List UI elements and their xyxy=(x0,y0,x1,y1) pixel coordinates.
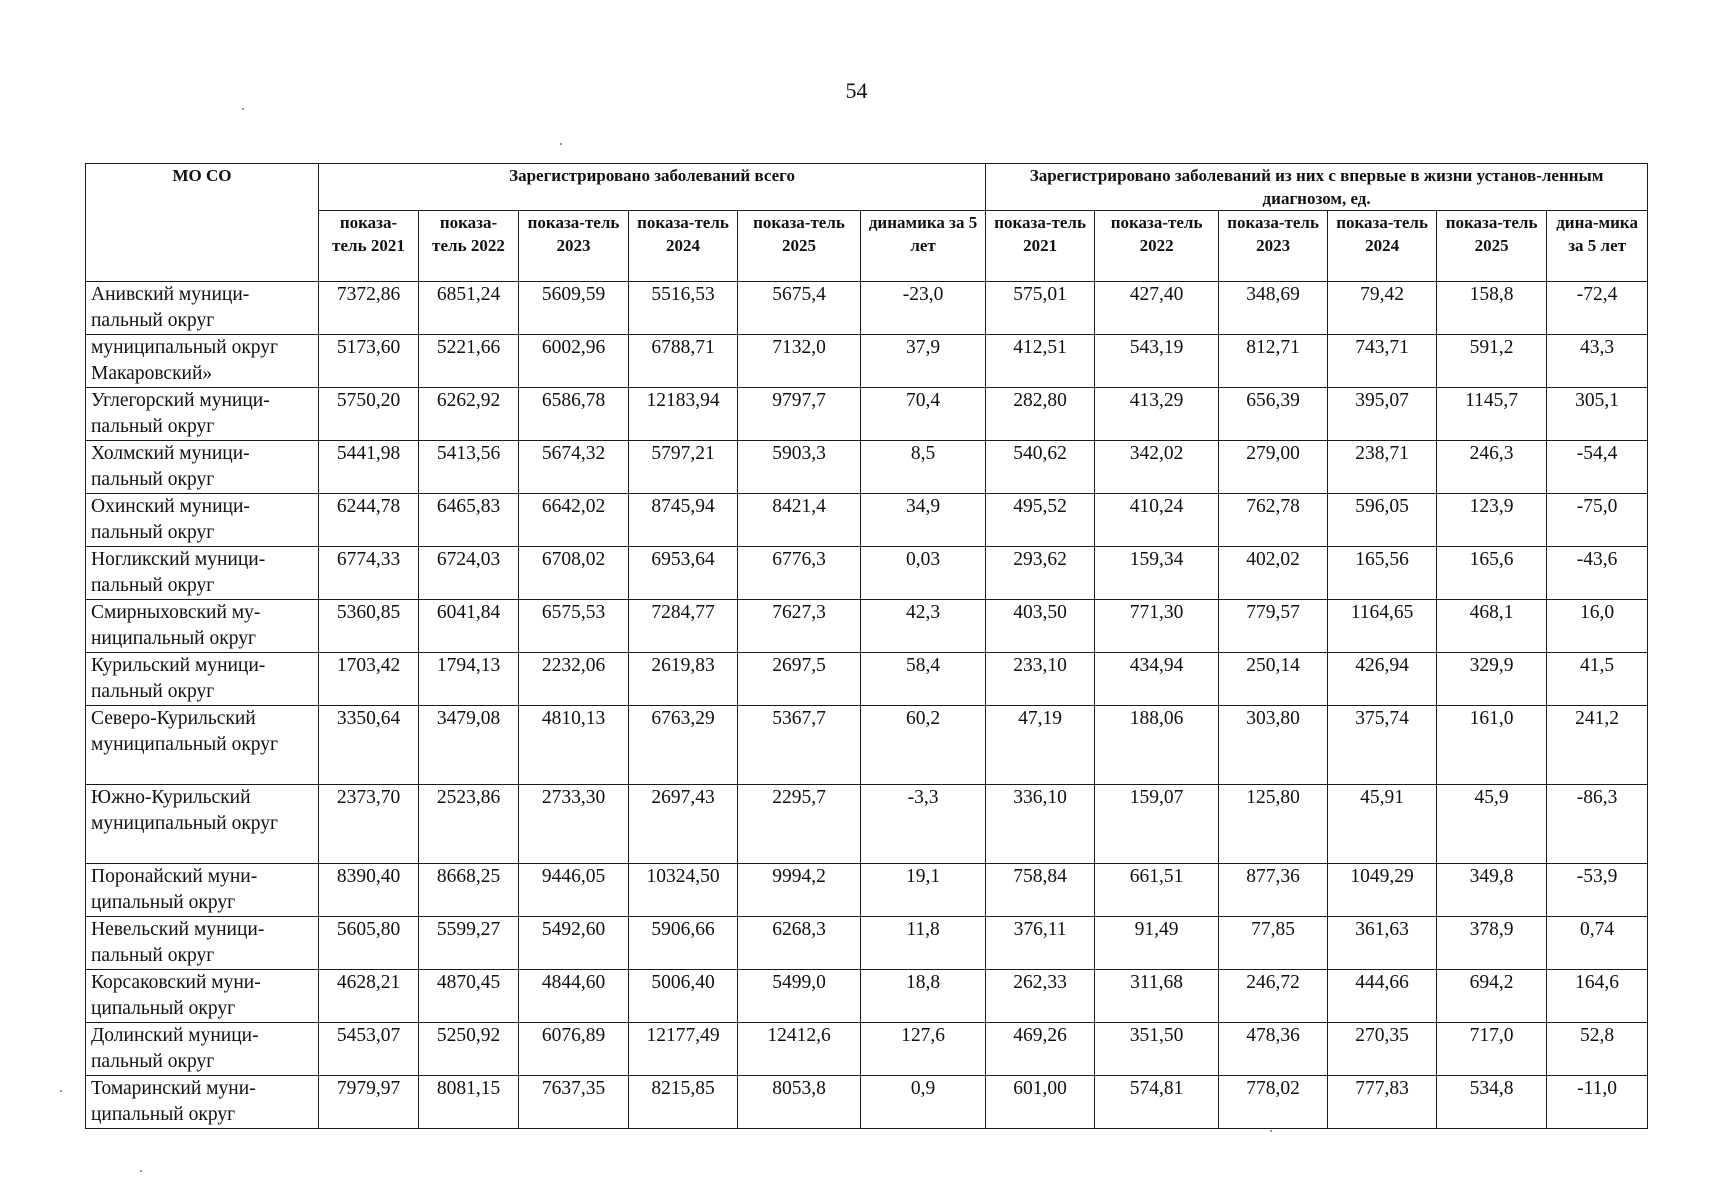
table-row xyxy=(86,706,1648,785)
value-cell: 2697,43 xyxy=(629,785,738,864)
header-new-dynamics: дина-мика за 5 лет xyxy=(1547,211,1648,282)
table-row xyxy=(86,1023,1648,1076)
value-cell: 351,50 xyxy=(1095,1023,1219,1076)
value-cell: 9797,7 xyxy=(738,388,861,441)
value-cell: 762,78 xyxy=(1219,494,1328,547)
value-cell: 468,1 xyxy=(1437,600,1547,653)
scan-speck xyxy=(242,108,244,110)
value-cell: 1145,7 xyxy=(1437,388,1547,441)
value-cell: 12183,94 xyxy=(629,388,738,441)
value-cell: 5605,80 xyxy=(319,917,419,970)
value-cell: 540,62 xyxy=(986,441,1095,494)
value-cell: 1794,13 xyxy=(419,653,519,706)
table-row xyxy=(86,388,1648,441)
value-cell: 6002,96 xyxy=(519,335,629,388)
value-cell: 661,51 xyxy=(1095,864,1219,917)
value-cell: 1049,29 xyxy=(1328,864,1437,917)
value-cell: 413,29 xyxy=(1095,388,1219,441)
value-cell: 282,80 xyxy=(986,388,1095,441)
value-cell: 8215,85 xyxy=(629,1076,738,1129)
district-name-cell: Северо-Курильский муниципальный округ xyxy=(86,706,319,785)
value-cell: 58,4 xyxy=(861,653,986,706)
value-cell: 6262,92 xyxy=(419,388,519,441)
value-cell: 410,24 xyxy=(1095,494,1219,547)
header-group-total: Зарегистрировано заболеваний всего xyxy=(319,164,986,211)
header-total-2025: показа-тель 2025 xyxy=(738,211,861,282)
value-cell: 70,4 xyxy=(861,388,986,441)
table-body xyxy=(86,282,1648,1129)
value-cell: 250,14 xyxy=(1219,653,1328,706)
table-row xyxy=(86,441,1648,494)
district-name-cell: Смирныховский му-ниципальный округ xyxy=(86,600,319,653)
value-cell: 2373,70 xyxy=(319,785,419,864)
value-cell: 91,49 xyxy=(1095,917,1219,970)
value-cell: 6953,64 xyxy=(629,547,738,600)
value-cell: 7132,0 xyxy=(738,335,861,388)
value-cell: 10324,50 xyxy=(629,864,738,917)
district-name-cell: Курильский муници-пальный округ xyxy=(86,653,319,706)
value-cell: 601,00 xyxy=(986,1076,1095,1129)
value-cell: 6076,89 xyxy=(519,1023,629,1076)
value-cell: 241,2 xyxy=(1547,706,1648,785)
value-cell: 293,62 xyxy=(986,547,1095,600)
value-cell: 161,0 xyxy=(1437,706,1547,785)
value-cell: 329,9 xyxy=(1437,653,1547,706)
value-cell: 5499,0 xyxy=(738,970,861,1023)
value-cell: 7627,3 xyxy=(738,600,861,653)
value-cell: 5250,92 xyxy=(419,1023,519,1076)
value-cell: 574,81 xyxy=(1095,1076,1219,1129)
scan-speck xyxy=(60,1090,62,1092)
value-cell: -23,0 xyxy=(861,282,986,335)
header-new-2023: показа-тель 2023 xyxy=(1219,211,1328,282)
table-row xyxy=(86,917,1648,970)
value-cell: 9446,05 xyxy=(519,864,629,917)
value-cell: 12412,6 xyxy=(738,1023,861,1076)
header-group-new: Зарегистрировано заболеваний из них с впервые в жизни установ-ленным диагнозом, ед. xyxy=(986,164,1648,211)
scan-speck xyxy=(560,143,562,145)
value-cell: 123,9 xyxy=(1437,494,1547,547)
value-cell: 376,11 xyxy=(986,917,1095,970)
district-name-cell: Углегорский муници-пальный округ xyxy=(86,388,319,441)
value-cell: 37,9 xyxy=(861,335,986,388)
table-row xyxy=(86,494,1648,547)
value-cell: 412,51 xyxy=(986,335,1095,388)
value-cell: 434,94 xyxy=(1095,653,1219,706)
value-cell: 12177,49 xyxy=(629,1023,738,1076)
value-cell: 575,01 xyxy=(986,282,1095,335)
value-cell: 495,52 xyxy=(986,494,1095,547)
value-cell: 5609,59 xyxy=(519,282,629,335)
value-cell: 238,71 xyxy=(1328,441,1437,494)
value-cell: -11,0 xyxy=(1547,1076,1648,1129)
value-cell: 656,39 xyxy=(1219,388,1328,441)
value-cell: 6774,33 xyxy=(319,547,419,600)
value-cell: 777,83 xyxy=(1328,1076,1437,1129)
header-new-2025: показа-тель 2025 xyxy=(1437,211,1547,282)
table-row xyxy=(86,1076,1648,1129)
header-total-dynamics: динамика за 5 лет xyxy=(861,211,986,282)
value-cell: 3479,08 xyxy=(419,706,519,785)
value-cell: 6041,84 xyxy=(419,600,519,653)
value-cell: 444,66 xyxy=(1328,970,1437,1023)
value-cell: 246,72 xyxy=(1219,970,1328,1023)
value-cell: 378,9 xyxy=(1437,917,1547,970)
value-cell: 262,33 xyxy=(986,970,1095,1023)
value-cell: 5516,53 xyxy=(629,282,738,335)
morbidity-table xyxy=(85,163,1648,1129)
value-cell: 6268,3 xyxy=(738,917,861,970)
value-cell: 5441,98 xyxy=(319,441,419,494)
district-name-cell: Долинский муници-пальный округ xyxy=(86,1023,319,1076)
value-cell: 165,6 xyxy=(1437,547,1547,600)
value-cell: 7372,86 xyxy=(319,282,419,335)
district-name-cell: Анивский муници-пальный округ xyxy=(86,282,319,335)
value-cell: 2295,7 xyxy=(738,785,861,864)
value-cell: 3350,64 xyxy=(319,706,419,785)
value-cell: 717,0 xyxy=(1437,1023,1547,1076)
value-cell: 18,8 xyxy=(861,970,986,1023)
table-row xyxy=(86,785,1648,864)
value-cell: 41,5 xyxy=(1547,653,1648,706)
scan-speck xyxy=(1270,1130,1272,1132)
value-cell: 11,8 xyxy=(861,917,986,970)
header-new-2022: показа-тель 2022 xyxy=(1095,211,1219,282)
table-row xyxy=(86,864,1648,917)
page-number: 54 xyxy=(845,78,868,103)
value-cell: 6244,78 xyxy=(319,494,419,547)
value-cell: 2697,5 xyxy=(738,653,861,706)
value-cell: 6763,29 xyxy=(629,706,738,785)
value-cell: 4844,60 xyxy=(519,970,629,1023)
value-cell: 164,6 xyxy=(1547,970,1648,1023)
value-cell: 47,19 xyxy=(986,706,1095,785)
value-cell: 5797,21 xyxy=(629,441,738,494)
value-cell: -3,3 xyxy=(861,785,986,864)
value-cell: 4870,45 xyxy=(419,970,519,1023)
header-new-2021: показа-тель 2021 xyxy=(986,211,1095,282)
value-cell: 246,3 xyxy=(1437,441,1547,494)
value-cell: 52,8 xyxy=(1547,1023,1648,1076)
value-cell: 8668,25 xyxy=(419,864,519,917)
value-cell: 45,91 xyxy=(1328,785,1437,864)
value-cell: 6788,71 xyxy=(629,335,738,388)
value-cell: 42,3 xyxy=(861,600,986,653)
value-cell: 8,5 xyxy=(861,441,986,494)
value-cell: 0,74 xyxy=(1547,917,1648,970)
value-cell: 426,94 xyxy=(1328,653,1437,706)
value-cell: 6708,02 xyxy=(519,547,629,600)
value-cell: 45,9 xyxy=(1437,785,1547,864)
value-cell: 779,57 xyxy=(1219,600,1328,653)
value-cell: 4810,13 xyxy=(519,706,629,785)
value-cell: 596,05 xyxy=(1328,494,1437,547)
value-cell: 427,40 xyxy=(1095,282,1219,335)
value-cell: 34,9 xyxy=(861,494,986,547)
value-cell: 349,8 xyxy=(1437,864,1547,917)
value-cell: 1164,65 xyxy=(1328,600,1437,653)
district-name-cell: муниципальный округ Макаровский» xyxy=(86,335,319,388)
value-cell: 6642,02 xyxy=(519,494,629,547)
value-cell: 342,02 xyxy=(1095,441,1219,494)
value-cell: -54,4 xyxy=(1547,441,1648,494)
value-cell: 5599,27 xyxy=(419,917,519,970)
value-cell: 8081,15 xyxy=(419,1076,519,1129)
value-cell: 5492,60 xyxy=(519,917,629,970)
value-cell: 403,50 xyxy=(986,600,1095,653)
value-cell: 8390,40 xyxy=(319,864,419,917)
value-cell: 5906,66 xyxy=(629,917,738,970)
district-name-cell: Поронайский муни-ципальный округ xyxy=(86,864,319,917)
value-cell: 8053,8 xyxy=(738,1076,861,1129)
header-total-2021: показа-тель 2021 xyxy=(319,211,419,282)
value-cell: 303,80 xyxy=(1219,706,1328,785)
value-cell: 2619,83 xyxy=(629,653,738,706)
value-cell: 758,84 xyxy=(986,864,1095,917)
value-cell: 60,2 xyxy=(861,706,986,785)
value-cell: 534,8 xyxy=(1437,1076,1547,1129)
header-total-2022: показа-тель 2022 xyxy=(419,211,519,282)
value-cell: 2232,06 xyxy=(519,653,629,706)
value-cell: 279,00 xyxy=(1219,441,1328,494)
value-cell: 5173,60 xyxy=(319,335,419,388)
value-cell: 125,80 xyxy=(1219,785,1328,864)
value-cell: -72,4 xyxy=(1547,282,1648,335)
value-cell: 5360,85 xyxy=(319,600,419,653)
value-cell: 158,8 xyxy=(1437,282,1547,335)
value-cell: 7637,35 xyxy=(519,1076,629,1129)
value-cell: 361,63 xyxy=(1328,917,1437,970)
value-cell: 591,2 xyxy=(1437,335,1547,388)
value-cell: 6724,03 xyxy=(419,547,519,600)
value-cell: 812,71 xyxy=(1219,335,1328,388)
district-name-cell: Охинский муници-пальный округ xyxy=(86,494,319,547)
value-cell: 2733,30 xyxy=(519,785,629,864)
header-moco: МО СО xyxy=(86,164,319,282)
value-cell: 159,34 xyxy=(1095,547,1219,600)
value-cell: 270,35 xyxy=(1328,1023,1437,1076)
value-cell: 348,69 xyxy=(1219,282,1328,335)
value-cell: 395,07 xyxy=(1328,388,1437,441)
district-name-cell: Южно-Курильский муниципальный округ xyxy=(86,785,319,864)
table-row xyxy=(86,970,1648,1023)
value-cell: 478,36 xyxy=(1219,1023,1328,1076)
scan-speck xyxy=(140,1170,142,1172)
table-row xyxy=(86,282,1648,335)
value-cell: 2523,86 xyxy=(419,785,519,864)
table-row xyxy=(86,547,1648,600)
value-cell: 79,42 xyxy=(1328,282,1437,335)
district-name-cell: Ногликский муници-пальный округ xyxy=(86,547,319,600)
value-cell: 5006,40 xyxy=(629,970,738,1023)
value-cell: 5903,3 xyxy=(738,441,861,494)
value-cell: 127,6 xyxy=(861,1023,986,1076)
value-cell: 0,9 xyxy=(861,1076,986,1129)
value-cell: 6575,53 xyxy=(519,600,629,653)
value-cell: 159,07 xyxy=(1095,785,1219,864)
value-cell: 6465,83 xyxy=(419,494,519,547)
value-cell: 233,10 xyxy=(986,653,1095,706)
value-cell: 16,0 xyxy=(1547,600,1648,653)
district-name-cell: Холмский муници-пальный округ xyxy=(86,441,319,494)
value-cell: 6851,24 xyxy=(419,282,519,335)
value-cell: 5674,32 xyxy=(519,441,629,494)
value-cell: 6586,78 xyxy=(519,388,629,441)
table-row xyxy=(86,653,1648,706)
value-cell: 77,85 xyxy=(1219,917,1328,970)
value-cell: 9994,2 xyxy=(738,864,861,917)
value-cell: -75,0 xyxy=(1547,494,1648,547)
value-cell: 0,03 xyxy=(861,547,986,600)
value-cell: 5367,7 xyxy=(738,706,861,785)
value-cell: 336,10 xyxy=(986,785,1095,864)
value-cell: 402,02 xyxy=(1219,547,1328,600)
value-cell: -43,6 xyxy=(1547,547,1648,600)
value-cell: 311,68 xyxy=(1095,970,1219,1023)
value-cell: 375,74 xyxy=(1328,706,1437,785)
value-cell: 771,30 xyxy=(1095,600,1219,653)
value-cell: 5750,20 xyxy=(319,388,419,441)
district-name-cell: Невельский муници-пальный округ xyxy=(86,917,319,970)
value-cell: 694,2 xyxy=(1437,970,1547,1023)
value-cell: 7284,77 xyxy=(629,600,738,653)
value-cell: 4628,21 xyxy=(319,970,419,1023)
value-cell: 188,06 xyxy=(1095,706,1219,785)
value-cell: 5675,4 xyxy=(738,282,861,335)
table-row xyxy=(86,335,1648,388)
value-cell: -86,3 xyxy=(1547,785,1648,864)
header-total-2023: показа-тель 2023 xyxy=(519,211,629,282)
value-cell: 1703,42 xyxy=(319,653,419,706)
table-header xyxy=(86,164,1648,282)
value-cell: 5413,56 xyxy=(419,441,519,494)
table-row xyxy=(86,600,1648,653)
value-cell: 8421,4 xyxy=(738,494,861,547)
value-cell: 165,56 xyxy=(1328,547,1437,600)
district-name-cell: Томаринский муни-ципальный округ xyxy=(86,1076,319,1129)
value-cell: 743,71 xyxy=(1328,335,1437,388)
district-name-cell: Корсаковский муни-ципальный округ xyxy=(86,970,319,1023)
value-cell: -53,9 xyxy=(1547,864,1648,917)
value-cell: 5453,07 xyxy=(319,1023,419,1076)
value-cell: 778,02 xyxy=(1219,1076,1328,1129)
value-cell: 6776,3 xyxy=(738,547,861,600)
value-cell: 43,3 xyxy=(1547,335,1648,388)
value-cell: 469,26 xyxy=(986,1023,1095,1076)
value-cell: 5221,66 xyxy=(419,335,519,388)
header-new-2024: показа-тель 2024 xyxy=(1328,211,1437,282)
value-cell: 305,1 xyxy=(1547,388,1648,441)
value-cell: 877,36 xyxy=(1219,864,1328,917)
value-cell: 7979,97 xyxy=(319,1076,419,1129)
value-cell: 8745,94 xyxy=(629,494,738,547)
value-cell: 543,19 xyxy=(1095,335,1219,388)
value-cell: 19,1 xyxy=(861,864,986,917)
header-total-2024: показа-тель 2024 xyxy=(629,211,738,282)
